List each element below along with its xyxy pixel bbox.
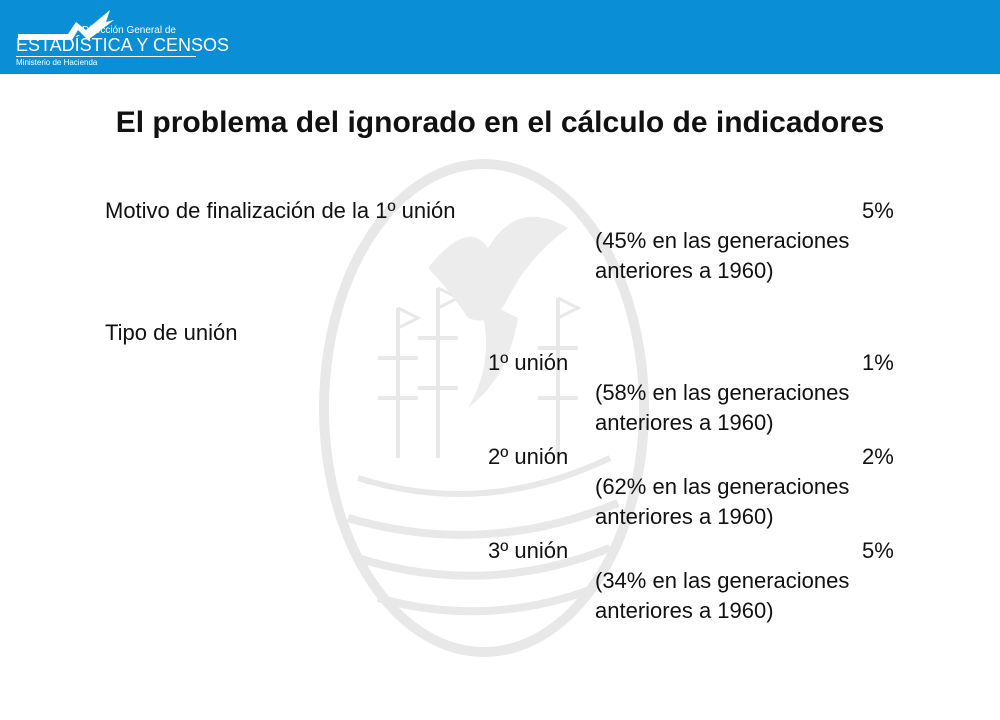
section-note-line2-motivo: anteriores a 1960) [595,258,774,283]
row-label-union-2: 2º unión [488,444,569,469]
row-note-line2-union-2: anteriores a 1960) [595,504,774,529]
row-value-union-3: 5% [862,538,894,563]
section-label-tipo: Tipo de unión [105,320,238,345]
header-bar [0,0,1000,74]
row-value-union-1: 1% [862,350,894,375]
section-value-motivo: 5% [862,198,894,223]
row-note-line2-union-3: anteriores a 1960) [595,598,774,623]
logo-rule [16,56,196,57]
page-title: El problema del ignorado en el cálculo de indicadores [115,106,885,139]
row-note-line2-union-1: anteriores a 1960) [595,410,774,435]
dgec-logo [10,4,230,70]
row-value-union-2: 2% [862,444,894,469]
logo-line-2: ESTADÍSTICA Y CENSOS [16,35,230,55]
row-note-line1-union-3: (34% en las generaciones [595,568,850,593]
section-label-motivo: Motivo de finalización de la 1º unión [105,198,456,223]
logo-line-3: Ministerio de Hacienda [16,58,98,67]
section-note-line1-motivo: (45% en las generaciones [595,228,850,253]
logo-line-1: Dirección General de [82,25,176,36]
row-note-line1-union-2: (62% en las generaciones [595,474,850,499]
row-label-union-1: 1º unión [488,350,569,375]
row-label-union-3: 3º unión [488,538,569,563]
row-note-line1-union-1: (58% en las generaciones [595,380,850,405]
